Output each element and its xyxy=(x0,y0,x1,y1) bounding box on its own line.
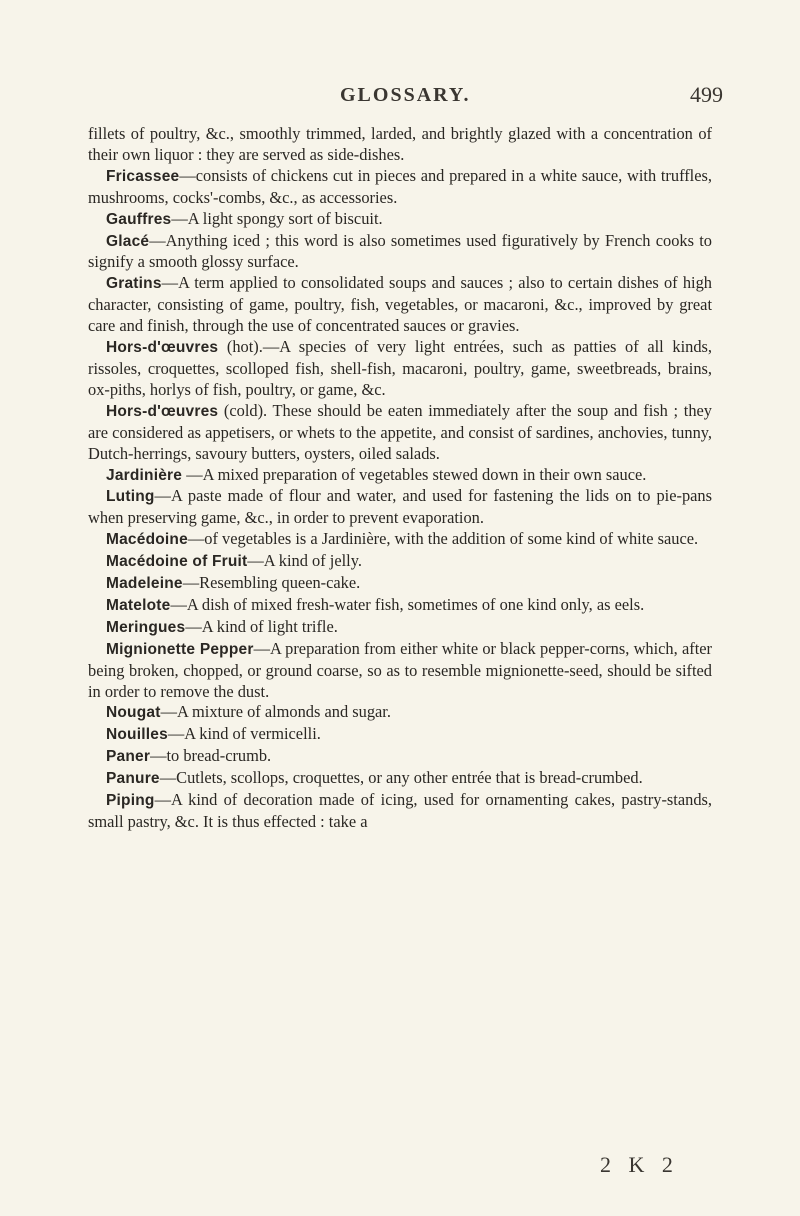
page-header xyxy=(0,82,800,112)
entry-term: Madeleine xyxy=(106,575,183,593)
entry-term: Mignionette Pepper xyxy=(106,640,254,658)
entry-term: Jardinière xyxy=(106,466,183,484)
glossary-entry xyxy=(88,702,712,724)
entry-term: Meringues xyxy=(106,618,186,636)
glossary-entry xyxy=(88,768,712,790)
entry-definition: —A kind of jelly. xyxy=(247,551,362,571)
entry-definition: —consists of chickens cut in pieces and prepared in a white sauce, with truffles, mushrooms, cocks'-combs, &c., as accessories. xyxy=(88,165,712,207)
glossary-entry xyxy=(88,724,712,746)
entry-definition: —A paste made of flour and water, and used for fastening the lids on to pie-pans when preserving game, &c., in order to prevent evaporation. xyxy=(88,486,712,528)
glossary-entry xyxy=(88,465,712,487)
entry-term: Macédoine xyxy=(106,531,188,549)
entry-term: Gratins xyxy=(106,275,162,293)
entry-term: Paner xyxy=(106,748,151,766)
entry-term: Macédoine of Fruit xyxy=(106,553,248,571)
glossary-body xyxy=(88,124,712,833)
entry-term: Nougat xyxy=(106,704,161,722)
entry-definition: —A kind of vermicelli. xyxy=(167,724,321,744)
entry-definition: —A kind of decoration made of icing, used for ornamenting cakes, pastry-stands, small pastry, &c. It is thus effected : take a xyxy=(88,790,712,831)
entry-term: Panure xyxy=(106,770,160,788)
glossary-entry xyxy=(88,617,712,639)
glossary-entry xyxy=(88,166,712,209)
glossary-entry xyxy=(88,746,712,768)
entry-definition: —A mixed preparation of vegetables stewed down in their own sauce. xyxy=(182,464,647,484)
entry-definition: —Anything iced ; this word is also sometimes used figuratively by French cooks to signify a smooth glossy surface. xyxy=(88,230,712,272)
glossary-entry xyxy=(88,529,712,551)
entry-term: Hors-d'œuvres xyxy=(106,402,219,420)
entry-term: Matelote xyxy=(106,596,171,614)
entry-term: Piping xyxy=(106,792,155,810)
entry-definition: (cold). These should be eaten immediately after the soup and fish ; they are considered as appetisers, or whets to the appetite, and consist of sardines, anchovies, tunny, Dutch-herrings, savoury butters, oysters, oiled salads. xyxy=(88,400,712,463)
glossary-entry xyxy=(88,401,712,465)
glossary-entry xyxy=(88,273,712,337)
glossary-entry xyxy=(88,639,712,703)
glossary-entry xyxy=(88,790,712,833)
glossary-entry xyxy=(88,595,712,617)
entry-definition: —A term applied to consolidated soups and sauces ; also to certain dishes of high character, consisting of game, poultry, fish, vegetables, or macaroni, &c., improved by great care and finish, through the use of concentrated sauces or gravies. xyxy=(88,273,712,336)
entry-definition: —Cutlets, scollops, croquettes, or any other entrée that is bread-crumbed. xyxy=(159,768,643,788)
glossary-entry xyxy=(88,551,712,573)
entry-definition: —A kind of light trifle. xyxy=(185,616,338,636)
glossary-entry xyxy=(88,231,712,274)
running-title: GLOSSARY. xyxy=(340,84,471,106)
entry-definition: —to bread-crumb. xyxy=(150,746,272,766)
entry-term: Gauffres xyxy=(106,210,172,228)
glossary-entry xyxy=(88,209,712,231)
continuation-paragraph: fillets of poultry, &c., smoothly trimmed, larded, and brightly glazed with a concentration of their own liquor : they are served as side-dishes. xyxy=(88,124,712,164)
entry-term: Fricassee xyxy=(106,167,180,185)
entry-term: Glacé xyxy=(106,232,150,250)
glossary-entry xyxy=(88,573,712,595)
entry-definition: —Resembling queen-cake. xyxy=(182,573,361,593)
entry-definition: —A dish of mixed fresh-water fish, sometimes of one kind only, as eels. xyxy=(170,594,645,614)
entry-definition: (hot).—A species of very light entrées, such as patties of all kinds, rissoles, croquettes, scolloped fish, shell-fish, macaroni, poultry, game, sweetbreads, brains, ox-piths, horlys of fish, poultry, or game, &c. xyxy=(88,337,712,399)
glossary-entry xyxy=(88,486,712,529)
entry-term: Luting xyxy=(106,488,155,506)
signature-mark: 2 K 2 xyxy=(600,1152,679,1177)
entry-definition: —A mixture of almonds and sugar. xyxy=(160,702,391,722)
entry-term: Hors-d'œuvres xyxy=(106,339,219,357)
entry-definition: —A preparation from either white or black pepper-corns, which, after being broken, chopped, or ground coarse, so as to resemble mignionette-seed, should be sifted in order to remove the dust. xyxy=(88,638,712,701)
entry-definition: —A light spongy sort of biscuit. xyxy=(171,208,383,228)
entry-term: Nouilles xyxy=(106,726,168,744)
glossary-entries xyxy=(88,166,712,833)
page-number: 499 xyxy=(690,82,723,107)
entry-definition: —of vegetables is a Jardinière, with the addition of some kind of white sauce. xyxy=(187,529,699,549)
glossary-entry xyxy=(88,337,712,401)
